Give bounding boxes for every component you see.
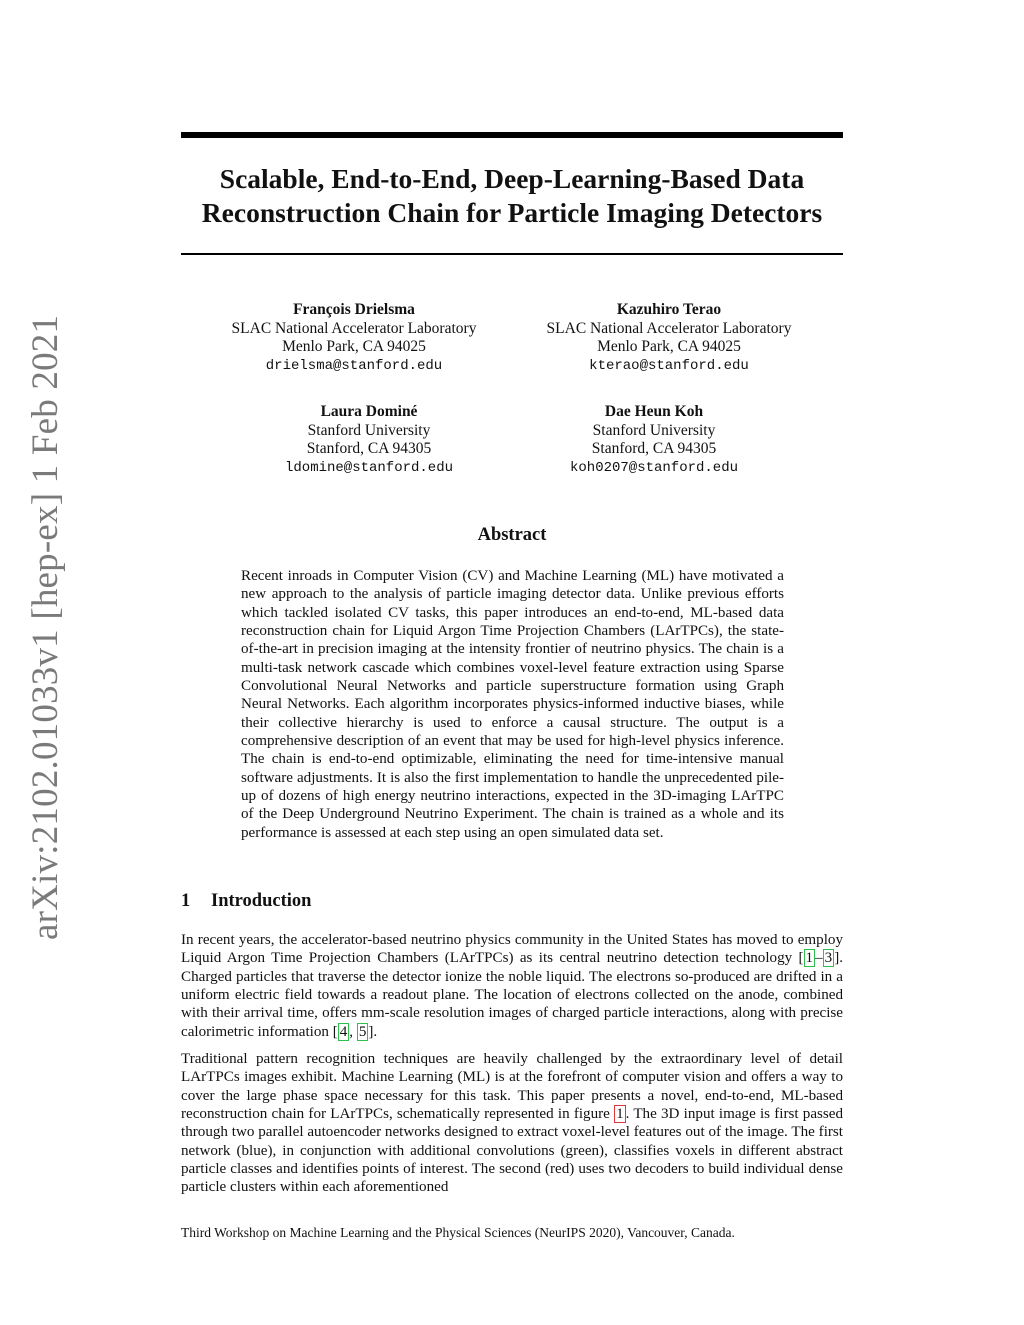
author-name: Laura Dominé <box>320 403 418 420</box>
abstract-text: Recent inroads in Computer Vision (CV) and Machine Learning (ML) have motivated a new approach to the analysis of particle imaging detector data. Unlike previous efforts which tackled isolated CV tasks, this paper introduces an end-to-end, ML-based data reconstruction chain for Liquid Argon Time Projection Chambers (LArTPCs), the state-of-the-art in precision imaging at the intensity frontier of neutrino physics. The chain is a multi-task network cascade which combines voxel-level feature extraction using Sparse Convolutional Neural Networks and particle superstructure formation using Graph Neural Networks. Each algorithm incorporates physics-informed inductive biases, while their collective hierarchy is used to enforce a causal structure. The output is a comprehensive description of an event that may be used for high-level physics inference. The chain is end-to-end optimizable, eliminating the need for time-intensive manual software adjustments. It is also the first implementation to handle the unprecedented pile-up of dozens of high energy neutrino interactions, expected in the 3D-imaging LArTPC of the Deep Underground Neutrino Experiment. The chain is trained as a whole and its performance is assessed at each step using an open simulated data set. <box>241 568 784 841</box>
figure-reference-link[interactable]: 1 <box>616 1106 624 1123</box>
author-email: drielsma@stanford.edu <box>265 357 443 374</box>
arxiv-identifier: arXiv:2102.01033v1 [hep-ex] 1 Feb 2021 <box>25 314 66 940</box>
author-affiliation: Stanford University <box>307 421 431 439</box>
title-line-2: Reconstruction Chain for Particle Imaging Detectors <box>201 197 823 228</box>
author-name: Kazuhiro Terao <box>616 301 722 318</box>
author-affiliation: SLAC National Accelerator Laboratory <box>546 319 792 337</box>
author-block-terao <box>504 301 834 376</box>
intro-paragraph-2 <box>181 1050 843 1197</box>
title-top-rule <box>181 132 843 138</box>
author-email: kterao@stanford.edu <box>589 357 749 374</box>
paper-title <box>170 162 854 230</box>
citation-link[interactable]: 1 <box>805 950 814 967</box>
paragraph-text: In recent years, the accelerator-based neutrino physics community in the United States has moved to employ Liquid Argon Time Projection Chambers (LArTPCs) as its central neutrino detection technology [ <box>181 932 843 967</box>
author-email: ldomine@stanford.edu <box>284 459 454 476</box>
author-name: François Drielsma <box>293 301 415 318</box>
citation-link[interactable]: 4 <box>339 1023 348 1040</box>
author-name: Dae Heun Koh <box>604 403 704 420</box>
author-location: Stanford, CA 94305 <box>591 440 717 457</box>
author-location: Menlo Park, CA 94025 <box>282 338 426 355</box>
citation-link[interactable]: 5 <box>358 1023 367 1040</box>
author-block-koh <box>489 403 819 478</box>
citation-link[interactable]: 3 <box>824 950 833 967</box>
section-number: 1 <box>181 891 191 911</box>
author-email: koh0207@stanford.edu <box>569 459 739 476</box>
paragraph-text: Traditional pattern recognition techniques are heavily challenged by the extraordinary level of detail LArTPCs images exhibit. Machine Learning (ML) is at the forefront of computer vision and offers a way to cover the large phase space necessary for this task. This paper presents a novel, end-to-end, ML-based reconstruction chain for LArTPCs, schematically represented in figure <box>181 1051 843 1123</box>
author-affiliation: Stanford University <box>592 421 716 439</box>
abstract-heading: Abstract <box>477 525 547 545</box>
title-line-1: Scalable, End-to-End, Deep-Learning-Based Data <box>219 163 805 194</box>
intro-paragraph-1 <box>181 931 843 1041</box>
section-title: Introduction <box>211 891 312 911</box>
paragraph-text: , <box>349 1023 357 1040</box>
paragraph-text: . The 3D input image is first passed through two parallel autoencoder networks designed to extract voxel-level features out of the image. The first network (blue), in conjunction with additional convolutions (green), classifies voxels in different abstract particle classes and identifies points of interest. The second (red) uses two decoders to build individual dense particle clusters within each aforementioned <box>181 1106 844 1196</box>
venue-footnote: Third Workshop on Machine Learning and the Physical Sciences (NeurIPS 2020), Vancouver, Canada. <box>181 1225 735 1240</box>
paragraph-text: ]. <box>368 1023 378 1040</box>
author-affiliation: SLAC National Accelerator Laboratory <box>231 319 477 337</box>
author-block-drielsma <box>189 301 519 376</box>
author-location: Menlo Park, CA 94025 <box>597 338 741 355</box>
title-bottom-rule <box>181 253 843 255</box>
paragraph-text: – <box>815 950 823 967</box>
section-heading-introduction <box>181 889 311 913</box>
paragraph-text: ]. Charged particles that traverse the detector ionize the noble liquid. The electrons so-produced are drifted in a uniform electric field towards a readout plane. The location of electrons collected on the anode, combined with their arrival time, offers mm-scale resolution images of charged particle interactions, along with precise calorimetric information [ <box>181 950 843 1040</box>
author-block-domine <box>204 403 534 478</box>
author-location: Stanford, CA 94305 <box>306 440 432 457</box>
